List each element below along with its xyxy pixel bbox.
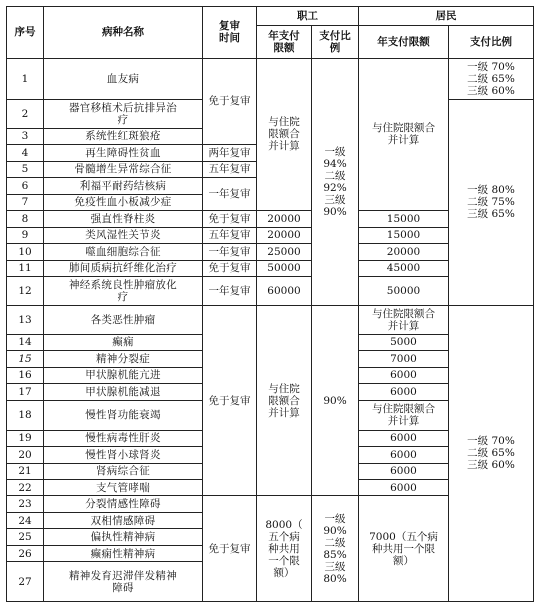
disease-name-cell: 血友病 [44,58,203,99]
resident-ratio-cell: 一级 70% 二级 65% 三级 60% [449,58,534,99]
disease-name-cell: 免疫性血小板减少症 [44,194,203,210]
resident-ratio-cell: 一级 70% 二级 65% 三级 60% [449,305,534,601]
seq-cell: 20 [7,447,44,463]
resident-limit-cell: 50000 [359,276,449,305]
disease-name-cell: 慢性肾功能衰竭 [44,400,203,430]
seq-cell: 5 [7,161,44,177]
worker-limit-cell: 与住院 限额合 并计算 [257,58,312,211]
resident-limit-cell: 6000 [359,479,449,495]
seq-cell: 15 [7,351,44,367]
seq-cell: 19 [7,430,44,446]
resident-limit-cell: 6000 [359,367,449,383]
worker-limit-cell: 20000 [257,227,312,243]
disease-name-cell: 支气管哮喘 [44,479,203,495]
header-worker-payment-ratio: 支付比 例 [312,25,359,58]
disease-name-cell: 甲状腺机能减退 [44,384,203,400]
review-time-cell: 免于复审 [203,260,257,276]
worker-ratio-cell: 一级 90% 二级 85% 三级 80% [312,496,359,602]
seq-cell: 8 [7,211,44,227]
header-resident-payment-ratio: 支付比例 [449,25,534,58]
disease-name-cell: 强直性脊柱炎 [44,211,203,227]
disease-name-cell: 各类恶性肿瘤 [44,305,203,334]
resident-limit-cell: 15000 [359,211,449,227]
disease-name-cell: 再生障碍性贫血 [44,145,203,161]
resident-ratio-cell: 一级 80% 二级 75% 三级 65% [449,99,534,305]
resident-limit-cell: 与住院限额合 并计算 [359,305,449,334]
header-resident: 居民 [359,7,534,26]
seq-cell: 12 [7,276,44,305]
worker-limit-cell: 与住院 限额合 并计算 [257,305,312,496]
worker-ratio-cell: 90% [312,305,359,496]
seq-cell: 22 [7,479,44,495]
disease-name-cell: 器官移植术后抗排异治 疗 [44,99,203,128]
header-worker: 职工 [257,7,359,26]
seq-cell: 7 [7,194,44,210]
disease-name-cell: 噬血细胞综合征 [44,244,203,260]
review-time-cell: 一年复审 [203,244,257,260]
resident-limit-cell: 20000 [359,244,449,260]
table-row [7,58,534,99]
review-time-cell: 免于复审 [203,211,257,227]
disease-name-cell: 癫痫性精神病 [44,545,203,561]
review-time-cell: 一年复审 [203,178,257,211]
seq-cell: 1 [7,58,44,99]
seq-cell: 9 [7,227,44,243]
resident-limit-cell: 6000 [359,463,449,479]
seq-cell: 24 [7,512,44,528]
header-resident-annual-limit: 年支付限额 [359,25,449,58]
review-time-cell: 免于复审 [203,58,257,145]
seq-cell: 2 [7,99,44,128]
header-review-time: 复审 时间 [203,7,257,59]
disease-name-cell: 类风湿性关节炎 [44,227,203,243]
disease-name-cell: 系统性红斑狼疮 [44,128,203,144]
review-time-cell: 免于复审 [203,496,257,602]
seq-cell: 3 [7,128,44,144]
resident-limit-cell: 15000 [359,227,449,243]
worker-limit-cell: 20000 [257,211,312,227]
disease-name-cell: 慢性病毒性肝炎 [44,430,203,446]
resident-limit-cell: 与住院限额合 并计算 [359,400,449,430]
seq-cell: 11 [7,260,44,276]
resident-limit-cell: 7000（五个病 种共用一个限 额） [359,496,449,602]
seq-cell: 21 [7,463,44,479]
disease-name-cell: 慢性肾小球肾炎 [44,447,203,463]
seq-cell: 17 [7,384,44,400]
disease-name-cell: 精神发育迟滞伴发精神 障碍 [44,562,203,602]
review-time-cell: 免于复审 [203,305,257,496]
table-row [7,305,534,334]
seq-cell: 6 [7,178,44,194]
resident-limit-cell: 与住院限额合 并计算 [359,58,449,211]
disease-name-cell: 肺间质病抗纤维化治疗 [44,260,203,276]
disease-name-cell: 肾病综合征 [44,463,203,479]
worker-ratio-cell: 一级 94% 二级 92% 三级 90% [312,58,359,305]
disease-name-cell: 精神分裂症 [44,351,203,367]
worker-limit-cell: 8000（ 五个病 种共用 一个限 额） [257,496,312,602]
seq-cell: 14 [7,334,44,350]
disease-name-cell: 分裂情感性障碍 [44,496,203,512]
review-time-cell: 一年复审 [203,276,257,305]
worker-limit-cell: 60000 [257,276,312,305]
resident-limit-cell: 6000 [359,447,449,463]
seq-cell: 18 [7,400,44,430]
policy-table-wrapper [6,6,533,602]
resident-limit-cell: 45000 [359,260,449,276]
disease-name-cell: 甲状腺机能亢进 [44,367,203,383]
seq-cell: 4 [7,145,44,161]
resident-limit-cell: 6000 [359,430,449,446]
header-worker-annual-limit: 年支付 限额 [257,25,312,58]
disease-name-cell: 神经系统良性肿瘤放化 疗 [44,276,203,305]
seq-cell: 25 [7,529,44,545]
disease-name-cell: 偏执性精神病 [44,529,203,545]
disease-name-cell: 癫痫 [44,334,203,350]
review-time-cell: 两年复审 [203,145,257,161]
seq-cell: 26 [7,545,44,561]
seq-cell: 27 [7,562,44,602]
review-time-cell: 五年复审 [203,227,257,243]
seq-cell: 16 [7,367,44,383]
resident-limit-cell: 6000 [359,384,449,400]
review-time-cell: 五年复审 [203,161,257,177]
seq-cell: 23 [7,496,44,512]
seq-cell: 10 [7,244,44,260]
seq-cell: 13 [7,305,44,334]
resident-limit-cell: 7000 [359,351,449,367]
header-disease-name: 病种名称 [44,7,203,59]
worker-limit-cell: 50000 [257,260,312,276]
disease-name-cell: 骨髓增生异常综合征 [44,161,203,177]
resident-limit-cell: 5000 [359,334,449,350]
chronic-disease-payment-table [6,6,534,602]
disease-name-cell: 利福平耐药结核病 [44,178,203,194]
header-seq: 序号 [7,7,44,59]
disease-name-cell: 双相情感障碍 [44,512,203,528]
worker-limit-cell: 25000 [257,244,312,260]
